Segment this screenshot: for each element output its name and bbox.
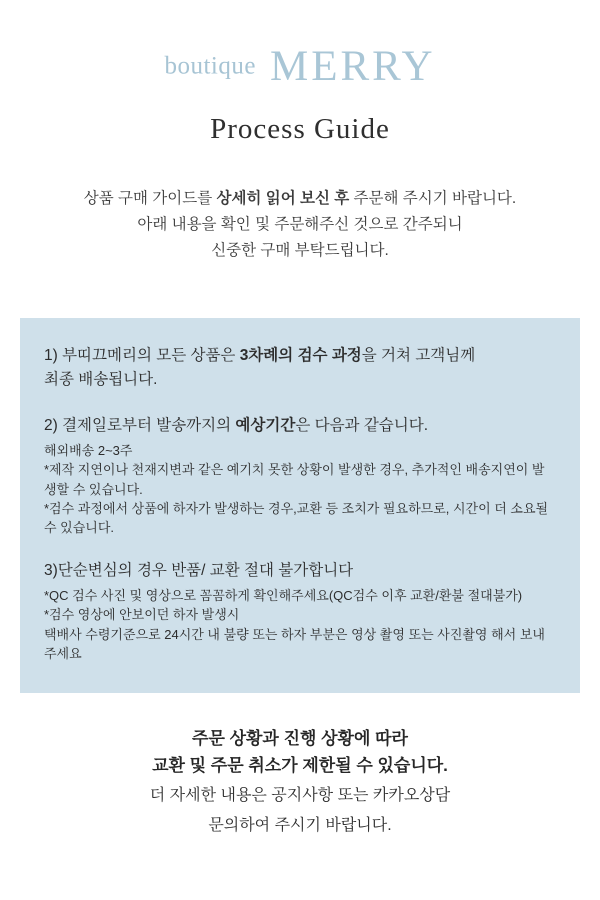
notice-item-3	[44, 559, 556, 663]
notice-item-2-head-emphasis: 예상기간	[235, 417, 296, 435]
notice-item-2-line-1: 해외배송 2~3주	[44, 443, 133, 459]
notice-item-2-line-3: *검수 과정에서 상품에 하자가 발생하는 경우,교환 등 조치가 필요하므로, 시간이 더 소요될 수 있습니다.	[44, 500, 549, 535]
intro-line-1-emphasis: 상세히 읽어 보신 후	[216, 190, 350, 207]
notice-item-3-heading: 3)단순변심의 경우 반품/ 교환 절대 불가합니다	[44, 562, 354, 580]
notice-box	[20, 318, 580, 693]
footer-regular-line-2: 문의하여 주시기 바랍니다.	[208, 816, 392, 834]
notice-item-3-line-3: 택배사 수령기준으로 24시간 내 불량 또는 하자 부분은 영상 촬영 또는 사진촬영 해서 보내주세요	[44, 626, 545, 661]
brand-name-boutique: boutique	[164, 52, 256, 80]
brand-header	[0, 0, 600, 91]
notice-item-1-head-d: 최종 배송됩니다.	[44, 371, 158, 389]
page-title: Process Guide	[210, 113, 390, 145]
footer-regular-line-1: 더 자세한 내용은 공지사항 또는 카카오상담	[149, 787, 451, 805]
intro-paragraph	[0, 186, 600, 264]
intro-line-3: 신중한 구매 부탁드립니다.	[211, 242, 389, 260]
notice-item-3-line-2: *검수 영상에 안보이던 하자 발생시	[44, 607, 240, 623]
notice-item-1-head-a: 1) 부띠끄메리의 모든 상품은	[44, 347, 240, 364]
intro-line-1-part-a: 상품 구매 가이드를	[83, 190, 217, 207]
intro-line-1	[30, 186, 570, 212]
footer-bold-line-1: 주문 상황과 진행 상황에 따라	[192, 729, 408, 748]
notice-item-1-head-emphasis: 3차례의 검수 과정	[239, 347, 362, 364]
intro-line-1-part-c: 주문해 주시기 바랍니다.	[349, 190, 517, 207]
notice-item-1-heading	[44, 344, 556, 392]
intro-line-2: 아래 내용을 확인 및 주문해주신 것으로 간주되니	[137, 216, 463, 234]
notice-item-2-heading	[44, 414, 556, 438]
notice-item-1	[44, 344, 556, 392]
notice-item-3-line-1: *QC 검수 사진 및 영상으로 꼼꼼하게 확인해주세요(QC검수 이후 교환/환불 절대불가)	[44, 588, 523, 604]
notice-item-2-head-c: 은 다음과 같습니다.	[295, 417, 429, 435]
footer-note	[0, 725, 600, 839]
footer-bold-line-2: 교환 및 주문 취소가 제한될 수 있습니다.	[152, 756, 448, 776]
notice-item-1-head-c: 을 거쳐 고객님께	[361, 347, 476, 364]
brand-name-merry: MERRY	[269, 43, 436, 90]
notice-item-2-line-2: *제작 지연이나 천재지변과 같은 예기치 못한 상황이 발생한 경우, 추가적인 배송지연이 발생할 수 있습니다.	[44, 462, 545, 497]
notice-item-2	[44, 414, 556, 537]
notice-item-2-head-a: 2) 결제일로부터 발송까지의	[44, 417, 236, 435]
